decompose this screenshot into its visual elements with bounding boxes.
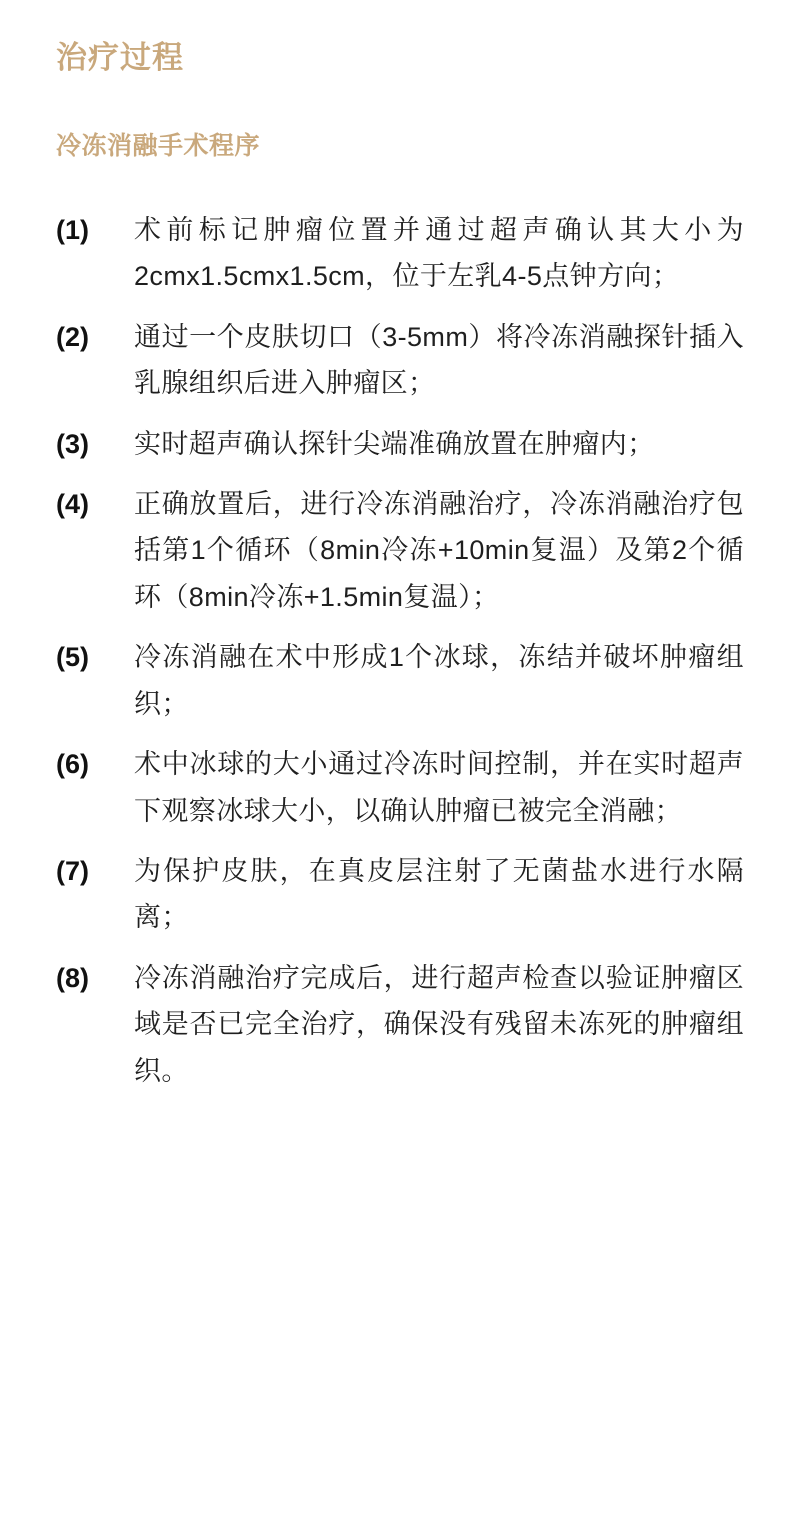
list-item: [56, 421, 744, 467]
step-number: (2): [56, 321, 89, 352]
list-item: [56, 207, 744, 300]
page-title: 治疗过程: [56, 40, 184, 75]
procedure-subtitle: 冷冻消融手术程序: [56, 132, 261, 161]
step-number: (8): [56, 962, 89, 993]
step-number: (7): [56, 856, 89, 887]
step-text: 正确放置后，进行冷冻消融治疗，冷冻消融治疗包括第1个循环（8min冷冻+10min复温）及第2个循环（8min冷冻+1.5min复温）；: [134, 488, 744, 612]
step-text: 实时超声确认探针尖端准确放置在肿瘤内；: [134, 428, 655, 459]
list-item: [56, 955, 744, 1094]
list-item: [56, 741, 744, 834]
step-text: 冷冻消融在术中形成1个冰球，冻结并破坏肿瘤组织；: [134, 642, 744, 719]
list-item: [56, 634, 744, 727]
step-number: (1): [56, 214, 89, 245]
procedure-step-list: [56, 207, 744, 1094]
list-item: [56, 481, 744, 620]
step-number: (4): [56, 488, 89, 519]
list-item: [56, 848, 744, 941]
step-text: 为保护皮肤，在真皮层注射了无菌盐水进行水隔离；: [134, 856, 744, 933]
step-text: 通过一个皮肤切口（3-5mm）将冷冻消融探针插入乳腺组织后进入肿瘤区；: [134, 321, 744, 399]
step-text: 术前标记肿瘤位置并通过超声确认其大小为2cmx1.5cmx1.5cm，位于左乳4-5点钟方向；: [134, 214, 744, 292]
step-number: (3): [56, 428, 89, 459]
step-text: 术中冰球的大小通过冷冻时间控制，并在实时超声下观察冰球大小，以确认肿瘤已被完全消融；: [134, 749, 744, 826]
list-item: [56, 314, 744, 407]
step-number: (6): [56, 749, 89, 780]
step-number: (5): [56, 642, 89, 673]
step-text: 冷冻消融治疗完成后，进行超声检查以验证肿瘤区域是否已完全治疗，确保没有残留未冻死的肿瘤组织。: [134, 962, 744, 1086]
